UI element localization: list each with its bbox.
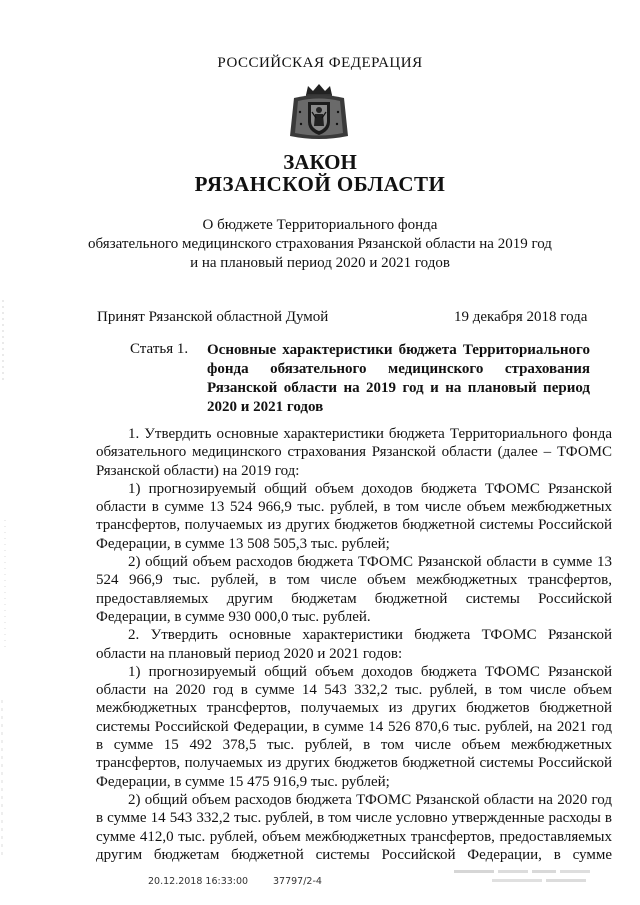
law-subject-line: и на плановый период 2020 и 2021 годов bbox=[190, 255, 450, 271]
paragraph: 1. Утвердить основные характеристики бюджета Территориального фонда обязательного медицинского страхования Рязанской области (далее – ТФОМС Рязанской области) на 2019 год: bbox=[96, 426, 612, 479]
adoption-date: 19 декабря 2018 года bbox=[454, 309, 588, 325]
region-title: РЯЗАНСКОЙ ОБЛАСТИ bbox=[194, 172, 446, 196]
law-subject-line: О бюджете Территориального фонда bbox=[202, 217, 438, 233]
scan-margin-marks bbox=[0, 0, 12, 905]
article-title: Основные характеристики бюджета Территориального фонда обязательного медицинского страхования Рязанской области на 2019 год и на плановый период 2020 и 2021 годов bbox=[207, 342, 590, 415]
article-label: Статья 1. bbox=[130, 341, 189, 357]
article-body bbox=[96, 425, 612, 864]
paragraph: 2) общий объем расходов бюджета ТФОМС Рязанской области в сумме 13 524 966,9 тыс. рублей, в том числе объем межбюджетных трансфертов, предоставляемых другим бюджетам бюджетной системы Российской Федерации, в сумме 930 000,0 тыс. рублей. bbox=[96, 554, 612, 625]
paragraph: 1) прогнозируемый общий объем доходов бюджета ТФОМС Рязанской области в сумме 13 524 966,9 тыс. рублей, в том числе объем межбюджетных трансфертов, получаемых из других бюджетов бюджетной системы Российской Федерации, в сумме 13 508 505,3 тыс. рублей; bbox=[96, 480, 612, 552]
paragraph: 2) общий объем расходов бюджета ТФОМС Рязанской области на 2020 год в сумме 14 543 332,2 тыс. рублей, в том числе условно утвержденные расходы в сумме 412,0 тыс. рублей, объем межбюджетных трансфертов, предоставляемых другим бюджетам бюджетной системы Российской Федерации, в сумме bbox=[96, 791, 612, 863]
footer-doc-number: 37797/2-4 bbox=[273, 876, 322, 887]
paragraph: 2. Утвердить основные характеристики бюджета ТФОМС Рязанской области на плановый период 2020 и 2021 годов: bbox=[96, 627, 612, 662]
footer-timestamp: 20.12.2018 16:33:00 bbox=[148, 876, 249, 887]
faded-stamp bbox=[452, 866, 602, 890]
coat-of-arms-emblem bbox=[286, 82, 352, 142]
law-title: ЗАКОН bbox=[283, 150, 357, 174]
paragraph: 1) прогнозируемый общий объем доходов бюджета ТФОМС Рязанской области на 2020 год в сумме 14 543 332,2 тыс. рублей, в том числе объем межбюджетных трансфертов, получаемых из других бюджетов бюджетной системы Российской Федерации, в сумме 14 526 870,6 тыс. рублей, на 2021 год в сумме 15 492 378,5 тыс. рублей, в том числе объем межбюджетных трансфертов, получаемых из других бюджетов бюджетной системы Российской Федерации, в сумме 15 475 916,9 тыс. рублей; bbox=[96, 663, 612, 790]
adopted-by: Принят Рязанской областной Думой bbox=[97, 309, 329, 325]
country-heading: РОССИЙСКАЯ ФЕДЕРАЦИЯ bbox=[217, 55, 423, 71]
law-subject-line: обязательного медицинского страхования Рязанской области на 2019 год bbox=[88, 236, 552, 252]
